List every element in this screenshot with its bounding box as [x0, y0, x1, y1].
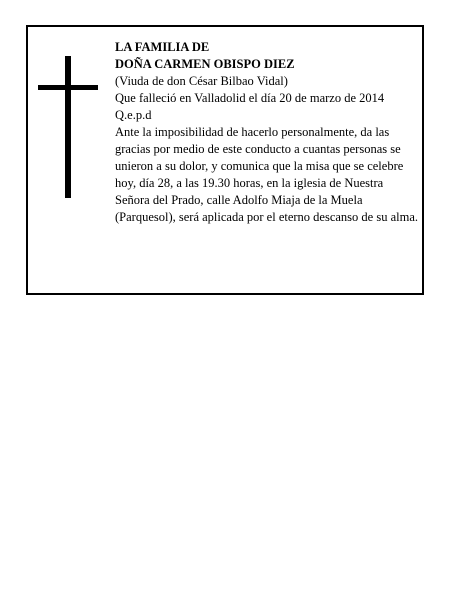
obituary-notice: [26, 25, 424, 295]
deceased-name: DOÑA CARMEN OBISPO DIEZ: [115, 57, 295, 71]
death-line: Que falleció en Valladolid el día 20 de marzo de 2014: [115, 91, 385, 105]
cross-horizontal-bar: [38, 85, 98, 90]
widow-line: (Viuda de don César Bilbao Vidal): [115, 74, 288, 88]
cross-vertical-bar: [65, 56, 71, 198]
notice-text: [115, 39, 421, 226]
notice-body: Ante la imposibilidad de hacerlo personalmente, da las gracias por medio de este conducto a cuantas personas se unieron a su dolor, y comunica que la misa que se celebre hoy, día 28, a las 19.30 horas, en la iglesia de Nuestra Señora del Prado, calle Adolfo Miaja de la Muela (Parquesol), será aplicada por el eterno descanso de su alma.: [115, 125, 419, 224]
latin-cross-icon: [38, 56, 98, 198]
rip-line: Q.e.p.d: [115, 108, 152, 122]
family-heading: LA FAMILIA DE: [115, 40, 210, 54]
